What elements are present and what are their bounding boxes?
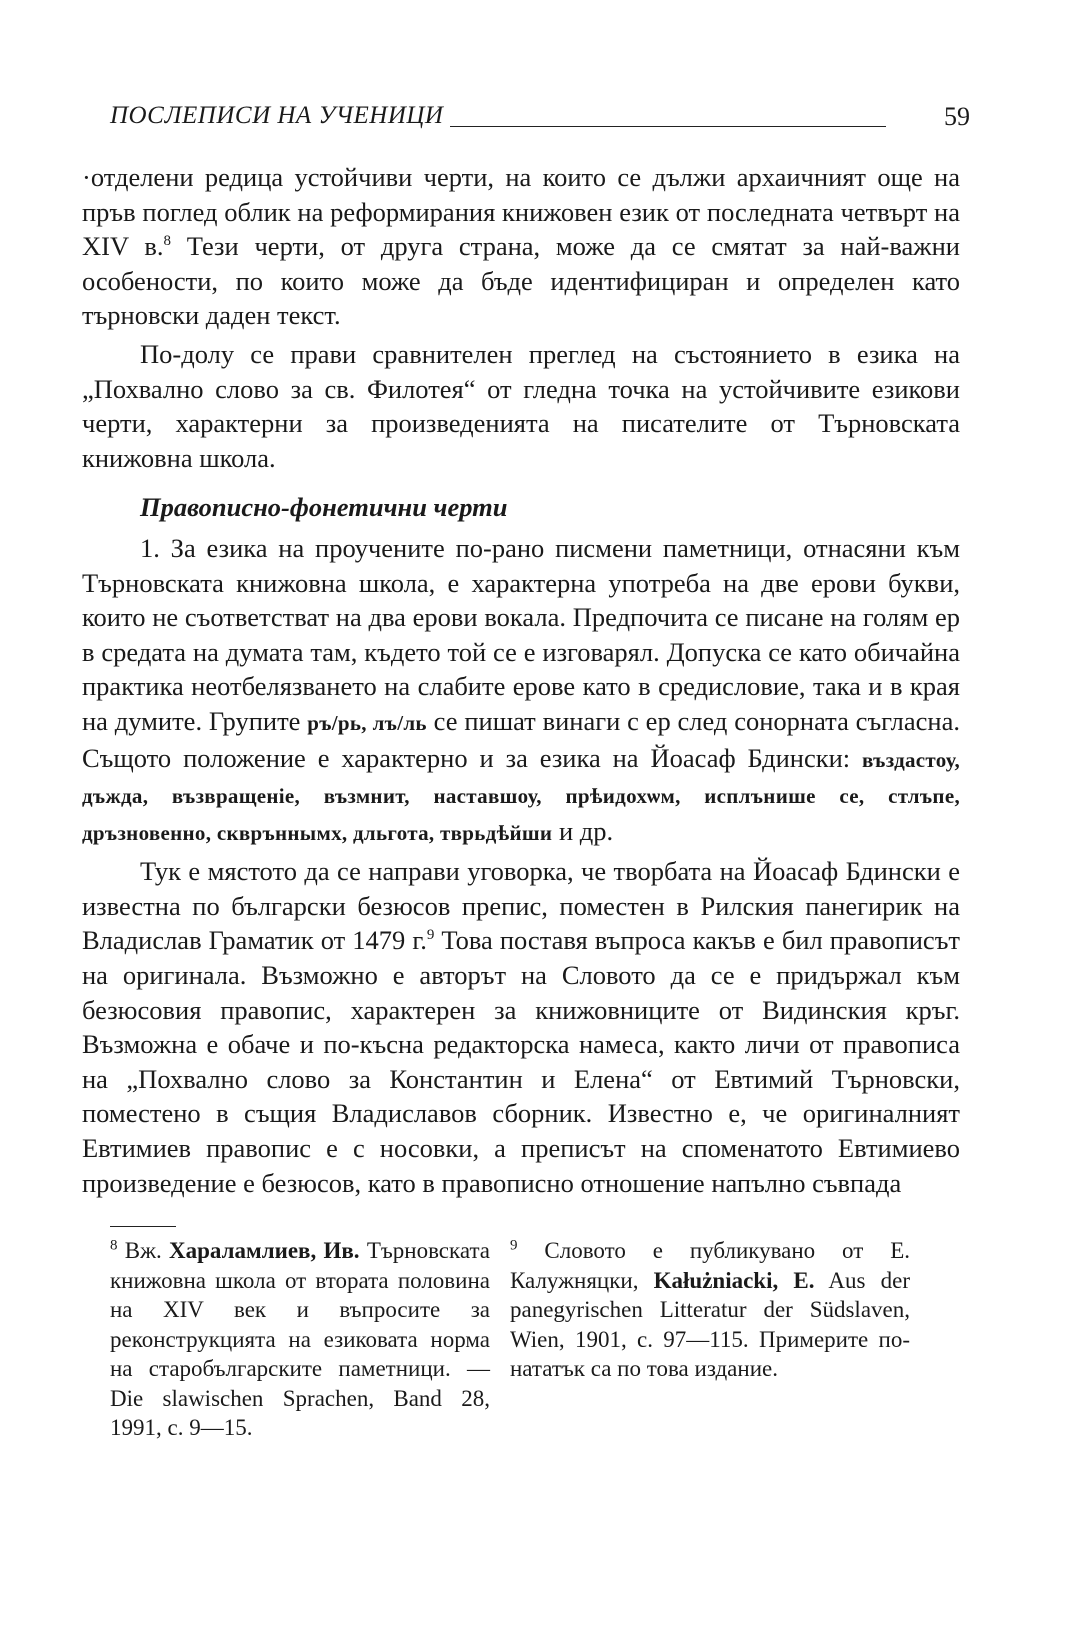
old-cyrillic-groups: ръ/рь, лъ/ль <box>307 710 427 735</box>
paragraph-1: ·отделени редица устойчиви черти, на които се дължи архаичният още на пръв поглед облик на реформирания книжовен език от последната четвърт на XIV в.$^8$ Тези черти, от друга страна, може да се смятат за най-важни особености, по които може да бъде идентифициран и определен като търновски даден текст. <box>82 162 960 331</box>
old-cyrillic-examples: въздастоу, дъжда, възвращеніе, възмнит, наставшоу, прѣидохѡм, исплънише се, стлъпе, дръзновенно, сквръннымх, дльгота, тврьдѣйши <box>82 747 960 845</box>
footnote-author: Хараламлиев, Ив. <box>169 1238 360 1263</box>
footnote-8: $^8$ Вж. Хараламлиев, Ив. Търновската книжовна школа от втората половина на XIV век и въпросите за реконструкцията на езиковата норма на старобългарските паметници. — Die slawischen Sprachen, Band 28, 1991, c. 9—15. <box>110 1237 490 1440</box>
footnote-number: 8 <box>110 1237 118 1254</box>
footnote-ref-8[interactable]: 8 <box>163 233 172 250</box>
main-text <box>82 160 960 1200</box>
page-number: 59 <box>944 102 970 131</box>
paragraph-4: Тук е мястото да се направи уговорка, че творбата на Йоасаф Бдински е известна по български безюсов препис, поместен в Рилския панегирик на Владислав Граматик от 1479 г.$^9$ Това поставя въпроса какъв е бил правописът на оригинала. Възможно е авторът на Словото да се е придържал към безюсовия правопис, характерен за книжовниците от Видинския кръг. Възможна е обаче и по-късна редакторска намеса, както личи от правописа на „Похвално слово за Константин и Елена“ от Евтимий Търновски, поместено в същия Владиславов сборник. Известно е, че оригиналният Евтимиев правопис е с носовки, а преписът на споменатото Евтимиево произведение е безюсов, като в правописно отношение напълно съвпада <box>82 856 960 1198</box>
paragraph-3: 1. За езика на проучените по-рано писмени паметници, отнасяни към Търновската книжовна школа, е характерна употреба на две ерови букви, които не съответстват на два ерови вокала. Предпочита се писане на голям ер в средата на думата там, където той се е изговарял. Допуска се като обичайна практика неотбелязването на слабите ерове като в средисловие, така и в края на думите. Групите ръ/рь, лъ/ль се пишат винаги с ер след сонорната съгласна. Същото положение е характерно и за езика на Йоасаф Бдински: въздастоу, дъжда, възвращеніе, възмнит, наставшоу, прѣидохѡм, исплънише се, стлъпе, дръзновенно, сквръннымх, дльгота, тврьдѣйши и др. <box>82 532 960 846</box>
footnote-ref-9[interactable]: 9 <box>426 927 435 944</box>
header-rule <box>450 126 886 127</box>
running-title: ПОСЛЕПИСИ НА УЧЕНИЦИ <box>110 102 444 129</box>
footnote-rule <box>110 1226 176 1227</box>
running-header <box>110 102 970 142</box>
footnote-9: $^9$ Словото е публикувано от Е. Калужняцки, Kałużniacki, E. Aus der panegyrischen Litteratur der Südslaven, Wien, 1901, c. 97—115. Примерите по-нататък са по това издание. <box>510 1237 910 1381</box>
section-heading: Правописно-фонетични черти <box>140 492 508 523</box>
footnote-author: Kałużniacki, E. <box>653 1267 815 1293</box>
paragraph-2: По-долу се прави сравнителен преглед на състоянието в езика на „Похвално слово за св. Филотея“ от гледна точка на устойчивите езикови черти, характерни за произведенията на писателите от Търновската книжовна школа. <box>82 338 960 473</box>
footnote-number: 9 <box>510 1237 518 1254</box>
